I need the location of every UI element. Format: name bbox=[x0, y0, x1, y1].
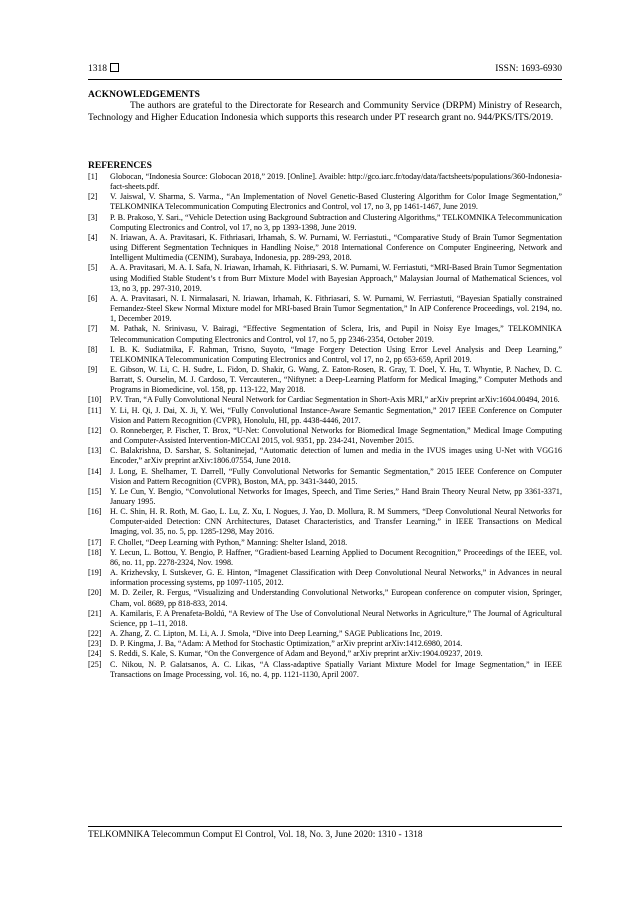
reference-text: Y. Lecun, L. Bottou, Y. Bengio, P. Haffner, “Gradient-based Learning Applied to Document Recognition,” Proceedings of the IEEE, vol. 86, no. 11, pp. 2278-2324, Nov. 1998. bbox=[110, 547, 562, 567]
reference-item bbox=[88, 192, 562, 212]
reference-item bbox=[88, 629, 562, 639]
reference-text: C. Nikou, N. P. Galatsanos, A. C. Likas, “A Class-adaptive Spatially Variant Mixture Model for Image Segmentation,” in IEEE Transactions on Image Processing, vol. 16, no. 4, pp. 1121-1130, April 2007. bbox=[110, 659, 562, 679]
reference-number: [25] bbox=[88, 659, 102, 669]
reference-number: [1] bbox=[88, 172, 98, 181]
reference-number: [7] bbox=[88, 324, 98, 334]
reference-text: S. Reddi, S. Kale, S. Kumar, “On the Convergence of Adam and Beyond,” arXiv preprint arXiv:1904.09237, 2019. bbox=[110, 649, 483, 659]
reference-item bbox=[88, 172, 562, 192]
reference-item bbox=[88, 263, 562, 293]
reference-text: A. A. Pravitasari, N. I. Nirmalasari, N. Iriawan, Irhamah, K. Fithriasari, S. W. Purnami, W. Ferriastuti, “Bayesian Spatially constrained Fernandez-Steel Skew Normal Mixture model for MRI-based Brain Tumor Segmentation,” In AIP Conference Proceedings, vol. 2194, no. 1, December 2019. bbox=[110, 293, 562, 324]
reference-text: Globocan, “Indonesia Source: Globocan 2018,” 2019. [Online]. Avaible: http://gco.iarc.fr/today/data/factsheets/populations/360-Indonesia-fact-sheets.pdf. bbox=[110, 172, 562, 192]
reference-number: [6] bbox=[88, 293, 98, 303]
reference-text: A. Zhang, Z. C. Lipton, M. Li, A. J. Smola, “Dive into Deep Learning,” SAGE Publications Inc, 2019. bbox=[110, 629, 443, 639]
reference-number: [8] bbox=[88, 344, 98, 354]
reference-number: [2] bbox=[88, 192, 98, 202]
reference-number: [12] bbox=[88, 425, 102, 435]
reference-item bbox=[88, 649, 562, 659]
page-header bbox=[88, 62, 562, 76]
reference-item bbox=[88, 446, 562, 466]
reference-text: M. Pathak, N. Srinivasu, V. Bairagi, “Effective Segmentation of Sclera, Iris, and Pupil in Noisy Eye Images,” TELKOMNIKA Telecommunication Computing Electronics and Control, vol 17, no 5, pp 2346-2354, October 2019. bbox=[110, 324, 562, 344]
reference-number: [20] bbox=[88, 588, 102, 598]
reference-number: [10] bbox=[88, 395, 102, 405]
reference-text: F. Chollet, “Deep Learning with Python,” Manning: Shelter Island, 2018. bbox=[110, 537, 348, 547]
reference-number: [11] bbox=[88, 405, 102, 415]
acknowledgements-heading: ACKNOWLEDGEMENTS bbox=[88, 90, 200, 100]
reference-text: C. Balakrishna, D. Sarshar, S. Soltaninejad, “Automatic detection of lumen and media in the IVUS images using U-Net with VGG16 Encoder,” arXiv preprint arXiv:1806.07554, June 2018. bbox=[110, 446, 562, 466]
reference-number: [18] bbox=[88, 547, 102, 557]
reference-item bbox=[88, 345, 562, 365]
reference-text: D. P. Kingma, J. Ba, “Adam: A Method for Stochastic Optimization,” arXiv preprint arXiv:1412.6980, 2014. bbox=[110, 639, 463, 649]
reference-item bbox=[88, 660, 562, 680]
reference-text: I. B. K. Sudiatmika, F. Rahman, Trisno, Suyoto, “Image Forgery Detection Using Error Level Analysis and Deep Learning,” TELKOMNIKA Telecommunication Computing Electronics and Control, vol 17, no 2, pp 653-659, April 2019. bbox=[110, 344, 562, 364]
reference-text: E. Gibson, W. Li, C. H. Sudre, L. Fidon, D. Shakir, G. Wang, Z. Eaton-Rosen, R. Gray, T. Doel, Y. Hu, T. Whyntie, P. Nachev, D. C. Barratt, S. Ourselin, M. J. Cardoso, T. Vercauteren., “Niftynet: a Deep-Learning Platform for Medical Imaging,” Computer Methods and Programs in Biomedicine, vol. 158, pp. 113-122, May 2018. bbox=[110, 364, 562, 395]
references-heading: REFERENCES bbox=[88, 161, 152, 171]
issn: ISSN: 1693-6930 bbox=[495, 64, 562, 74]
reference-number: [21] bbox=[88, 608, 102, 618]
reference-item bbox=[88, 324, 562, 344]
reference-item bbox=[88, 294, 562, 324]
header-left bbox=[88, 62, 119, 76]
reference-item bbox=[88, 365, 562, 395]
reference-number: [9] bbox=[88, 364, 98, 374]
reference-text: J. Long, E. Shelhamer, T. Darrell, “Fully Convolutional Networks for Semantic Segmentation,” 2015 IEEE Conference on Computer Vision and Pattern Recognition (CVPR), Boston, MA, pp. 3431-3440, 2015. bbox=[110, 466, 562, 486]
reference-number: [5] bbox=[88, 263, 98, 273]
reference-text: H. C. Shin, H. R. Roth, M. Gao, L. Lu, Z. Xu, I. Nogues, J. Yao, D. Mollura, R. M Summers, “Deep Convolutional Neural Networks for Computer-aided Detection: CNN Architectures, Dataset Characteristics, and Transfer Learning,” in IEEE Transactions on Medical Imaging, vol. 35, no. 5, pp. 1285-1298, May 2016. bbox=[110, 507, 562, 537]
square-box-icon bbox=[110, 63, 119, 72]
reference-text: A. A. Pravitasari, M. A. I. Safa, N. Iriawan, Irhamah, K. Fithriasari, S. W. Purnami, W. Ferriastuti, “MRI-Based Brain Tumor Segmentation using Modified Stable Student’s t from Burr Mixture Model with Bayesian Approach,” Malaysian Journal of Mathematical Sciences, vol 13, no 3, pp. 297-310, 2019. bbox=[110, 263, 562, 293]
reference-number: [23] bbox=[88, 639, 102, 649]
reference-number: [19] bbox=[88, 568, 102, 578]
reference-number: [15] bbox=[88, 486, 102, 496]
reference-text: O. Ronneberger, P. Fischer, T. Brox, “U-Net: Convolutional Networks for Biomedical Image Segmentation,” Medical Image Computing and Computer-Assisted Intervention-MICCAI 2015, vol. 9351, pp. 234-241, November 2015. bbox=[110, 425, 562, 446]
reference-number: [24] bbox=[88, 649, 102, 659]
header-divider bbox=[88, 79, 562, 80]
acknowledgements-body: The authors are grateful to the Directorate for Research and Community Service (DRPM) Ministry of Research, Technology and Higher Education Indonesia which supports this research under PT research grant no. 944/PKS/ITS/2019. bbox=[88, 101, 562, 124]
reference-item bbox=[88, 507, 562, 537]
reference-text: A. Krizhevsky, I. Sutskever, G. E. Hinton, “Imagenet Classification with Deep Convolutional Neural Networks,” in Advances in neural information processing systems, pp 1097-1105, 2012. bbox=[110, 568, 562, 588]
reference-text: Y. Le Cun, Y. Bengio, “Convolutional Networks for Images, Speech, and Time Series,” Hand Brain Theory Neural Netw, pp 3361-3371, January 1995. bbox=[110, 486, 562, 506]
reference-item bbox=[88, 406, 562, 426]
reference-item bbox=[88, 395, 562, 405]
page-number: 1318 bbox=[88, 64, 107, 74]
reference-text: V. Jaiswal, V. Sharma, S. Varma., “An Implementation of Novel Genetic-Based Clustering Algorithm for Color Image Segmentation,” TELKOMNIKA Telecommunication Computing Electronics and Control, vol 17, no 3, pp 1461-1467, June 2019. bbox=[110, 192, 562, 212]
reference-text: P.V. Tran, “A Fully Convolutional Neural Network for Cardiac Segmentation in Short-Axis MRI,” arXiv preprint arXiv:1604.00494, 2016. bbox=[110, 395, 560, 405]
reference-number: [3] bbox=[88, 212, 98, 222]
reference-item bbox=[88, 426, 562, 446]
reference-text: M. D. Zeiler, R. Fergus, “Visualizing and Understanding Convolutional Networks,” European conference on computer vision, Springer, Cham, vol. 8689, pp 818-833, 2014. bbox=[110, 588, 562, 608]
reference-number: [16] bbox=[88, 507, 102, 517]
reference-number: [22] bbox=[88, 629, 102, 639]
reference-item bbox=[88, 213, 562, 233]
reference-text: Y. Li, H. Qi, J. Dai, X. Ji, Y. Wei, “Fully Convolutional Instance-Aware Semantic Segmentation,” 2017 IEEE Conference on Computer Vision and Pattern Recognition (CVPR), Honolulu, HI, pp. 4438-4446, 2017. bbox=[110, 405, 562, 425]
page-footer: TELKOMNIKA Telecommun Comput El Control, Vol. 18, No. 3, June 2020: 1310 - 1318 bbox=[88, 830, 423, 840]
reference-text: A. Kamilaris, F. A Prenafeta-Boldú, “A Review of The Use of Convolutional Neural Networks in Agriculture,” The Journal of Agricultural Science, pp 1–11, 2018. bbox=[110, 608, 562, 628]
reference-item bbox=[88, 538, 562, 548]
reference-item bbox=[88, 639, 562, 649]
reference-number: [17] bbox=[88, 537, 102, 547]
footer-divider bbox=[88, 826, 562, 827]
reference-item bbox=[88, 568, 562, 588]
reference-item bbox=[88, 233, 562, 263]
reference-item bbox=[88, 609, 562, 629]
reference-number: [4] bbox=[88, 232, 98, 242]
reference-number: [14] bbox=[88, 466, 102, 476]
reference-text: N. Iriawan, A. A. Pravitasari, K. Fithriasari, Irhamah, S. W. Purnami, W. Ferriastuti., “Comparative Study of Brain Tumor Segmentation using Different Segmentation Techniques in Handling Noise,” 2018 International Conference on Computer Engineering, Network and Intelligent Multimedia (CENIM), Surabaya, Indonesia, pp. 289-293, 2018. bbox=[110, 232, 562, 263]
references-list bbox=[88, 172, 562, 680]
reference-item bbox=[88, 467, 562, 487]
reference-number: [13] bbox=[88, 446, 102, 456]
reference-item bbox=[88, 548, 562, 568]
reference-item bbox=[88, 588, 562, 608]
reference-text: P. B. Prakoso, Y. Sari., “Vehicle Detection using Background Subtraction and Clustering Algorithms,” TELKOMNIKA Telecommunication Computing Electronics and Control, vol 17, no 3, pp 1393-1398, June 2019. bbox=[110, 212, 562, 232]
reference-item bbox=[88, 487, 562, 507]
